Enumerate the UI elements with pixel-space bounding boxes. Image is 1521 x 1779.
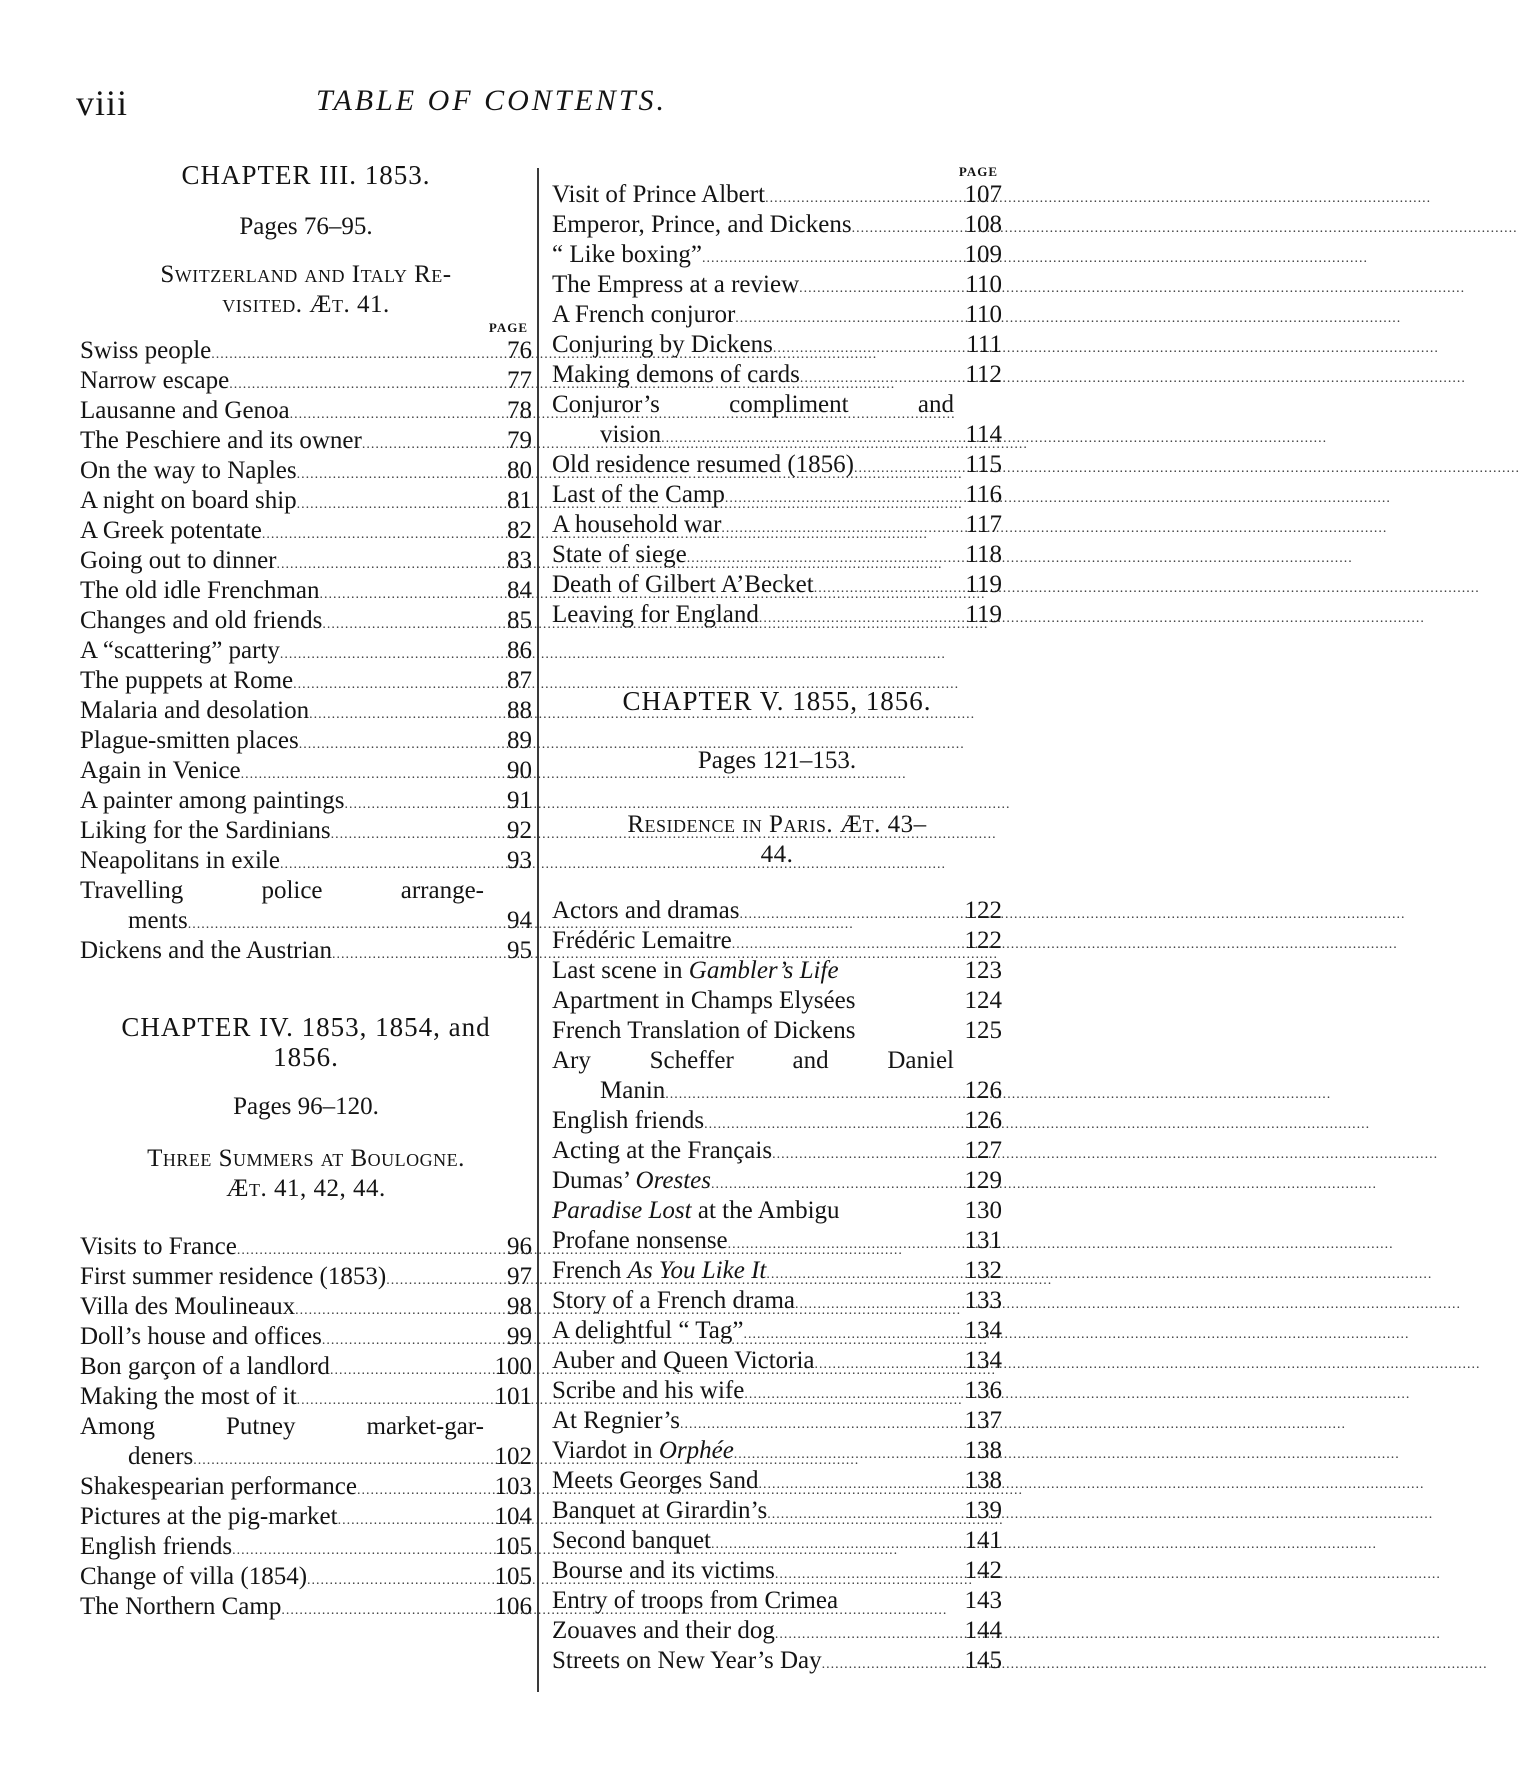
entry-title: Scribe and his wife bbox=[552, 1377, 745, 1404]
toc-entry[interactable] bbox=[552, 1616, 1002, 1646]
entry-page: 112 bbox=[965, 361, 1002, 388]
chapter-subject-cont: 44. bbox=[760, 841, 794, 868]
entry-title: Plague-smitten places bbox=[80, 727, 299, 754]
entry-title: Second banquet bbox=[552, 1527, 711, 1554]
chapter-subject: Switzerland and Italy Re- bbox=[160, 261, 452, 288]
toc-entry[interactable] bbox=[552, 1256, 1002, 1286]
entry-title: Travelling police arrange- bbox=[80, 877, 484, 904]
toc-list bbox=[552, 896, 1002, 1676]
entry-page: 109 bbox=[964, 241, 1002, 268]
leader-dots bbox=[293, 670, 484, 700]
entry-title: Zouaves and their dog bbox=[552, 1617, 775, 1644]
leader-dots bbox=[280, 640, 484, 670]
leader-dots bbox=[721, 514, 954, 544]
entry-page: 139 bbox=[964, 1497, 1002, 1524]
entry-title bbox=[552, 1436, 734, 1466]
chapter-subject: Three Summers at Boulogne. bbox=[147, 1145, 465, 1172]
entry-title: The Peschiere and its owner bbox=[80, 427, 362, 454]
leader-dots bbox=[734, 1440, 954, 1470]
toc-entry[interactable] bbox=[552, 1166, 1002, 1196]
entry-page: 103 bbox=[494, 1473, 532, 1500]
entry-title: Changes and old friends bbox=[80, 607, 323, 634]
entry-title: Going out to dinner bbox=[80, 547, 277, 574]
entry-title-cont: Manin bbox=[600, 1077, 666, 1104]
leader-dots bbox=[773, 334, 954, 364]
entry-page: 125 bbox=[964, 1017, 1002, 1044]
entry-title: Ary Scheffer and Daniel bbox=[552, 1047, 954, 1074]
toc-entry[interactable] bbox=[552, 540, 1002, 570]
toc-entry[interactable] bbox=[80, 606, 532, 636]
entry-page: 84 bbox=[507, 577, 532, 604]
entry-page: 134 bbox=[964, 1347, 1002, 1374]
entry-page: 100 bbox=[494, 1353, 532, 1380]
leader-dots bbox=[854, 454, 954, 484]
entry-title: Pictures at the pig-market bbox=[80, 1503, 338, 1530]
entry-title-italic: Orphée bbox=[658, 1437, 734, 1464]
entry-title: Neapolitans in exile bbox=[80, 847, 280, 874]
toc-entry[interactable] bbox=[552, 1466, 1002, 1496]
entry-title: A Greek potentate bbox=[80, 517, 262, 544]
leader-dots bbox=[795, 1290, 954, 1320]
entry-page: 98 bbox=[507, 1293, 532, 1320]
entry-title bbox=[552, 1256, 766, 1286]
toc-entry[interactable] bbox=[552, 1286, 1002, 1316]
leader-dots bbox=[309, 700, 484, 730]
entry-page: 81 bbox=[507, 487, 532, 514]
toc-entry[interactable] bbox=[552, 210, 1002, 240]
toc-entry[interactable] bbox=[552, 1556, 1002, 1586]
entry-title: Malaria and desolation bbox=[80, 697, 310, 724]
toc-entry[interactable] bbox=[80, 576, 532, 606]
toc-entry[interactable] bbox=[552, 450, 1002, 480]
toc-entry[interactable] bbox=[552, 1586, 1002, 1616]
entry-page: 95 bbox=[507, 937, 532, 964]
leader-dots bbox=[357, 1476, 484, 1506]
entry-title: Making demons of cards bbox=[552, 361, 800, 388]
toc-entry[interactable] bbox=[552, 956, 1002, 986]
leader-dots bbox=[345, 790, 484, 820]
page-number: viii bbox=[76, 83, 129, 123]
leader-dots bbox=[299, 730, 484, 760]
entry-page: 110 bbox=[965, 271, 1002, 298]
entry-page: 134 bbox=[964, 1317, 1002, 1344]
entry-page: 94 bbox=[507, 907, 532, 934]
entry-title: Frédéric Lemaitre bbox=[552, 927, 732, 954]
entry-page: 80 bbox=[507, 457, 532, 484]
entry-title: Apartment in Champs Elysées bbox=[552, 987, 856, 1014]
entry-page: 83 bbox=[507, 547, 532, 574]
toc-entry[interactable] bbox=[80, 756, 532, 786]
toc-entry[interactable] bbox=[552, 1196, 1002, 1226]
left-column bbox=[80, 160, 532, 1622]
entry-title: Old residence resumed (1856) bbox=[552, 451, 854, 478]
entry-title-text: Dumas’ bbox=[552, 1167, 636, 1194]
entry-page: 93 bbox=[507, 847, 532, 874]
page-column-label: PAGE bbox=[958, 164, 998, 179]
chapter-pages: Pages 121–153. bbox=[697, 747, 857, 774]
entry-page: 76 bbox=[507, 337, 532, 364]
entry-title: “ Like boxing” bbox=[552, 241, 702, 268]
toc-entry[interactable] bbox=[80, 1382, 532, 1412]
entry-title: Making the most of it bbox=[80, 1383, 297, 1410]
entry-title: The Northern Camp bbox=[80, 1593, 282, 1620]
entry-title: Auber and Queen Victoria bbox=[552, 1347, 815, 1374]
toc-entry[interactable] bbox=[80, 876, 532, 936]
toc-entry[interactable] bbox=[552, 1406, 1002, 1436]
entry-page: 145 bbox=[964, 1647, 1002, 1674]
entry-page: 105 bbox=[494, 1563, 532, 1590]
chapter-heading: CHAPTER V. 1855, 1856. bbox=[622, 686, 932, 716]
leader-dots bbox=[822, 1650, 954, 1680]
entry-title: First summer residence (1853) bbox=[80, 1263, 387, 1290]
toc-entry[interactable] bbox=[552, 1136, 1002, 1166]
entry-title: At Regnier’s bbox=[552, 1407, 680, 1434]
entry-page: 116 bbox=[965, 481, 1002, 508]
leader-dots bbox=[852, 214, 954, 244]
entry-page: 126 bbox=[964, 1077, 1002, 1104]
toc-entry[interactable] bbox=[552, 360, 1002, 390]
entry-page: 86 bbox=[507, 637, 532, 664]
entry-title-italic: As You Like It bbox=[627, 1257, 767, 1284]
toc-entry[interactable] bbox=[552, 896, 1002, 926]
entry-title: Conjuror’s compliment and bbox=[552, 391, 954, 418]
toc-entry[interactable] bbox=[552, 1436, 1002, 1466]
entry-title: English friends bbox=[552, 1107, 705, 1134]
entry-title: Change of villa (1854) bbox=[80, 1563, 308, 1590]
entry-page: 142 bbox=[964, 1557, 1002, 1584]
right-column bbox=[552, 164, 1002, 1676]
toc-entry[interactable] bbox=[552, 1106, 1002, 1136]
toc-entry[interactable] bbox=[80, 426, 532, 456]
leader-dots bbox=[295, 1296, 484, 1326]
entry-page: 138 bbox=[964, 1437, 1002, 1464]
entry-title: A delightful “ Tag” bbox=[552, 1317, 744, 1344]
toc-entry[interactable] bbox=[552, 1646, 1002, 1676]
toc-entry[interactable] bbox=[552, 300, 1002, 330]
running-head bbox=[76, 82, 996, 128]
entry-title-italic: Paradise Lost bbox=[552, 1197, 692, 1224]
toc-entry[interactable] bbox=[80, 516, 532, 546]
toc-entry[interactable] bbox=[80, 1262, 532, 1292]
entry-title: Conjuring by Dickens bbox=[552, 331, 773, 358]
entry-title: English friends bbox=[80, 1533, 233, 1560]
entry-page: 132 bbox=[964, 1257, 1002, 1284]
entry-page: 130 bbox=[964, 1197, 1002, 1224]
leader-dots bbox=[759, 604, 954, 634]
entry-title-cont: vision bbox=[600, 421, 662, 448]
toc-entry[interactable] bbox=[80, 1472, 532, 1502]
entry-page: 108 bbox=[964, 211, 1002, 238]
entry-title-italic: Orestes bbox=[635, 1167, 711, 1194]
leader-dots bbox=[744, 1380, 954, 1410]
leader-dots bbox=[281, 1596, 484, 1626]
leader-dots bbox=[767, 1500, 954, 1530]
entry-page: 78 bbox=[507, 397, 532, 424]
chapter-subject: Residence in Paris. Æt. 43– bbox=[627, 811, 927, 838]
entry-title bbox=[552, 1196, 840, 1226]
toc-entry[interactable] bbox=[80, 726, 532, 756]
toc-entry[interactable] bbox=[552, 986, 1002, 1016]
chapter-heading-cont: 1856. bbox=[273, 1042, 339, 1072]
entry-page: 105 bbox=[494, 1533, 532, 1560]
entry-page: 136 bbox=[964, 1377, 1002, 1404]
chapter-pages: Pages 96–120. bbox=[233, 1093, 379, 1120]
entry-title: A night on board ship bbox=[80, 487, 297, 514]
toc-entry[interactable] bbox=[80, 1322, 532, 1352]
entry-title-text: Viardot in bbox=[552, 1437, 659, 1464]
leader-dots bbox=[211, 340, 484, 370]
leader-dots bbox=[262, 520, 484, 550]
entry-page: 91 bbox=[507, 787, 532, 814]
entry-page: 126 bbox=[964, 1107, 1002, 1134]
toc-list bbox=[80, 1232, 532, 1622]
entry-title: Leaving for England bbox=[552, 601, 759, 628]
entry-page: 106 bbox=[494, 1593, 532, 1620]
leader-dots bbox=[665, 1080, 954, 1110]
leader-dots bbox=[725, 484, 954, 514]
entry-title: Shakespearian performance bbox=[80, 1473, 357, 1500]
entry-page: 85 bbox=[507, 607, 532, 634]
entry-title: State of siege bbox=[552, 541, 687, 568]
entry-page: 104 bbox=[494, 1503, 532, 1530]
entry-title: Visit of Prince Albert bbox=[552, 181, 766, 208]
toc-entry[interactable] bbox=[80, 1502, 532, 1532]
toc-entry[interactable] bbox=[80, 396, 532, 426]
leader-dots bbox=[362, 430, 484, 460]
entry-title: Again in Venice bbox=[80, 757, 241, 784]
entry-title-cont: deners bbox=[128, 1443, 194, 1470]
chapter-subject-cont: visited. Æt. 41. bbox=[222, 291, 390, 318]
entry-title: French Translation of Dickens bbox=[552, 1017, 856, 1044]
leader-dots bbox=[322, 1326, 484, 1356]
entry-title: Banquet at Girardin’s bbox=[552, 1497, 768, 1524]
entry-page: 123 bbox=[964, 957, 1002, 984]
toc-entry[interactable] bbox=[80, 1592, 532, 1622]
toc-entry[interactable] bbox=[552, 926, 1002, 956]
entry-page: 143 bbox=[964, 1587, 1002, 1614]
toc-entry[interactable] bbox=[552, 570, 1002, 600]
leader-dots bbox=[772, 1140, 954, 1170]
toc-entry[interactable] bbox=[80, 846, 532, 876]
toc-entry[interactable] bbox=[80, 666, 532, 696]
entry-page: 87 bbox=[507, 667, 532, 694]
entry-page: 82 bbox=[507, 517, 532, 544]
entry-page: 127 bbox=[964, 1137, 1002, 1164]
toc-entry[interactable] bbox=[552, 1046, 1002, 1106]
chapter-heading: CHAPTER IV. 1853, 1854, and bbox=[121, 1012, 491, 1042]
entry-title: Bourse and its victims bbox=[552, 1557, 775, 1584]
toc-entry[interactable] bbox=[552, 510, 1002, 540]
entry-page: 137 bbox=[964, 1407, 1002, 1434]
entry-title: Bon garçon of a landlord bbox=[80, 1353, 330, 1380]
toc-entry[interactable] bbox=[552, 330, 1002, 360]
toc-entry[interactable] bbox=[80, 336, 532, 366]
entry-title: A painter among paintings bbox=[80, 787, 345, 814]
entry-title-text: Last scene in bbox=[552, 957, 689, 984]
entry-title bbox=[552, 956, 839, 986]
entry-title-cont: ments bbox=[128, 907, 188, 934]
entry-page: 141 bbox=[964, 1527, 1002, 1554]
entry-title: The Empress at a review bbox=[552, 271, 800, 298]
entry-page: 101 bbox=[494, 1383, 532, 1410]
entry-page: 79 bbox=[507, 427, 532, 454]
leader-dots bbox=[386, 1266, 484, 1296]
entry-page: 119 bbox=[965, 571, 1002, 598]
leader-dots bbox=[338, 1506, 484, 1536]
toc-entry[interactable] bbox=[80, 1412, 532, 1472]
entry-page: 114 bbox=[965, 421, 1002, 448]
toc-list bbox=[552, 180, 1002, 630]
leader-dots bbox=[331, 820, 484, 850]
page-column-label: PAGE bbox=[488, 320, 528, 335]
toc-entry[interactable] bbox=[80, 1232, 532, 1262]
toc-entry[interactable] bbox=[552, 240, 1002, 270]
entry-page: 124 bbox=[964, 987, 1002, 1014]
entry-title: Visits to France bbox=[80, 1233, 237, 1260]
entry-title: A “scattering” party bbox=[80, 637, 280, 664]
leader-dots bbox=[332, 940, 484, 970]
chapter-heading: CHAPTER III. 1853. bbox=[181, 160, 431, 190]
entry-page: 117 bbox=[965, 511, 1002, 538]
toc-entry[interactable] bbox=[552, 1226, 1002, 1256]
toc-entry[interactable] bbox=[552, 1496, 1002, 1526]
toc-entry[interactable] bbox=[80, 696, 532, 726]
leader-dots bbox=[330, 1356, 484, 1386]
leader-dots bbox=[799, 274, 954, 304]
entry-title-text: at the Ambigu bbox=[691, 1197, 840, 1224]
toc-entry[interactable] bbox=[80, 636, 532, 666]
toc-list bbox=[80, 336, 532, 966]
leader-dots bbox=[815, 1350, 954, 1380]
toc-entry[interactable] bbox=[80, 1532, 532, 1562]
toc-entry[interactable] bbox=[552, 1376, 1002, 1406]
toc-entry[interactable] bbox=[80, 786, 532, 816]
entry-page: 107 bbox=[964, 181, 1002, 208]
entry-title: Doll’s house and offices bbox=[80, 1323, 322, 1350]
chapter-pages: Pages 76–95. bbox=[239, 213, 373, 240]
entry-title: On the way to Naples bbox=[80, 457, 297, 484]
entry-page: 122 bbox=[964, 897, 1002, 924]
leader-dots bbox=[739, 900, 954, 930]
entry-title: Emperor, Prince, and Dickens bbox=[552, 211, 852, 238]
entry-title: Last of the Camp bbox=[552, 481, 725, 508]
entry-title: The puppets at Rome bbox=[80, 667, 294, 694]
toc-entry[interactable] bbox=[552, 1526, 1002, 1556]
toc-entry[interactable] bbox=[80, 486, 532, 516]
entry-page: 131 bbox=[964, 1227, 1002, 1254]
entry-page: 144 bbox=[964, 1617, 1002, 1644]
toc-entry[interactable] bbox=[80, 1562, 532, 1592]
entry-title: Villa des Moulineaux bbox=[80, 1293, 296, 1320]
entry-page: 99 bbox=[507, 1323, 532, 1350]
toc-entry[interactable] bbox=[80, 816, 532, 846]
entry-title: A French conjuror bbox=[552, 301, 736, 328]
entry-title: Profane nonsense bbox=[552, 1227, 728, 1254]
entry-page: 115 bbox=[965, 451, 1002, 478]
entry-page: 119 bbox=[965, 601, 1002, 628]
entry-title-italic: Gambler’s Life bbox=[688, 957, 839, 984]
entry-page: 90 bbox=[507, 757, 532, 784]
entry-title: Acting at the Français bbox=[552, 1137, 773, 1164]
toc-entry[interactable] bbox=[552, 1016, 1002, 1046]
toc-entry[interactable] bbox=[80, 1352, 532, 1382]
entry-title: The old idle Frenchman bbox=[80, 577, 320, 604]
toc-entry[interactable] bbox=[80, 456, 532, 486]
entry-title: Actors and dramas bbox=[552, 897, 740, 924]
toc-entry[interactable] bbox=[552, 1316, 1002, 1346]
chapter-subject-cont: Æt. 41, 42, 44. bbox=[226, 1175, 386, 1202]
entry-title: Streets on New Year’s Day bbox=[552, 1647, 822, 1674]
entry-title: A household war bbox=[552, 511, 722, 538]
toc-entry[interactable] bbox=[552, 390, 1002, 450]
entry-title: Meets Georges Sand bbox=[552, 1467, 759, 1494]
entry-page: 122 bbox=[964, 927, 1002, 954]
entry-title: Among Putney market-gar- bbox=[80, 1413, 484, 1440]
entry-page: 111 bbox=[966, 331, 1002, 358]
leader-dots bbox=[297, 460, 484, 490]
leader-dots bbox=[320, 580, 484, 610]
entry-title: Liking for the Sardinians bbox=[80, 817, 331, 844]
entry-page: 102 bbox=[494, 1443, 532, 1470]
entry-page: 88 bbox=[507, 697, 532, 724]
toc-entry[interactable] bbox=[80, 1292, 532, 1322]
toc-entry[interactable] bbox=[552, 180, 1002, 210]
page-title: TABLE OF CONTENTS. bbox=[316, 84, 667, 117]
toc-entry[interactable] bbox=[552, 600, 1002, 630]
toc-entry[interactable] bbox=[80, 366, 532, 396]
toc-entry[interactable] bbox=[80, 936, 532, 966]
entry-title: Story of a French drama bbox=[552, 1287, 795, 1314]
entry-title: Narrow escape bbox=[80, 367, 230, 394]
leader-dots bbox=[307, 1566, 484, 1596]
entry-title: Lausanne and Genoa bbox=[80, 397, 290, 424]
entry-page: 97 bbox=[507, 1263, 532, 1290]
entry-title: Death of Gilbert A’Becket bbox=[552, 571, 814, 598]
leader-dots bbox=[814, 574, 954, 604]
leader-dots bbox=[758, 1470, 954, 1500]
toc-entry[interactable] bbox=[552, 1346, 1002, 1376]
entry-page: 129 bbox=[964, 1167, 1002, 1194]
entry-page: 110 bbox=[965, 301, 1002, 328]
entry-title: Swiss people bbox=[80, 337, 212, 364]
entry-title-text: French bbox=[552, 1257, 628, 1284]
toc-entry[interactable] bbox=[80, 546, 532, 576]
entry-page: 77 bbox=[507, 367, 532, 394]
entry-page: 118 bbox=[965, 541, 1002, 568]
entry-page: 133 bbox=[964, 1287, 1002, 1314]
entry-page: 89 bbox=[507, 727, 532, 754]
leader-dots bbox=[322, 610, 484, 640]
leader-dots bbox=[297, 490, 484, 520]
toc-entry[interactable] bbox=[552, 270, 1002, 300]
entry-page: 138 bbox=[964, 1467, 1002, 1494]
entry-page: 96 bbox=[507, 1233, 532, 1260]
entry-title bbox=[552, 1166, 711, 1196]
entry-page: 92 bbox=[507, 817, 532, 844]
entry-title: Dickens and the Austrian bbox=[80, 937, 333, 964]
entry-title: Entry of troops from Crimea bbox=[552, 1587, 839, 1614]
toc-entry[interactable] bbox=[552, 480, 1002, 510]
